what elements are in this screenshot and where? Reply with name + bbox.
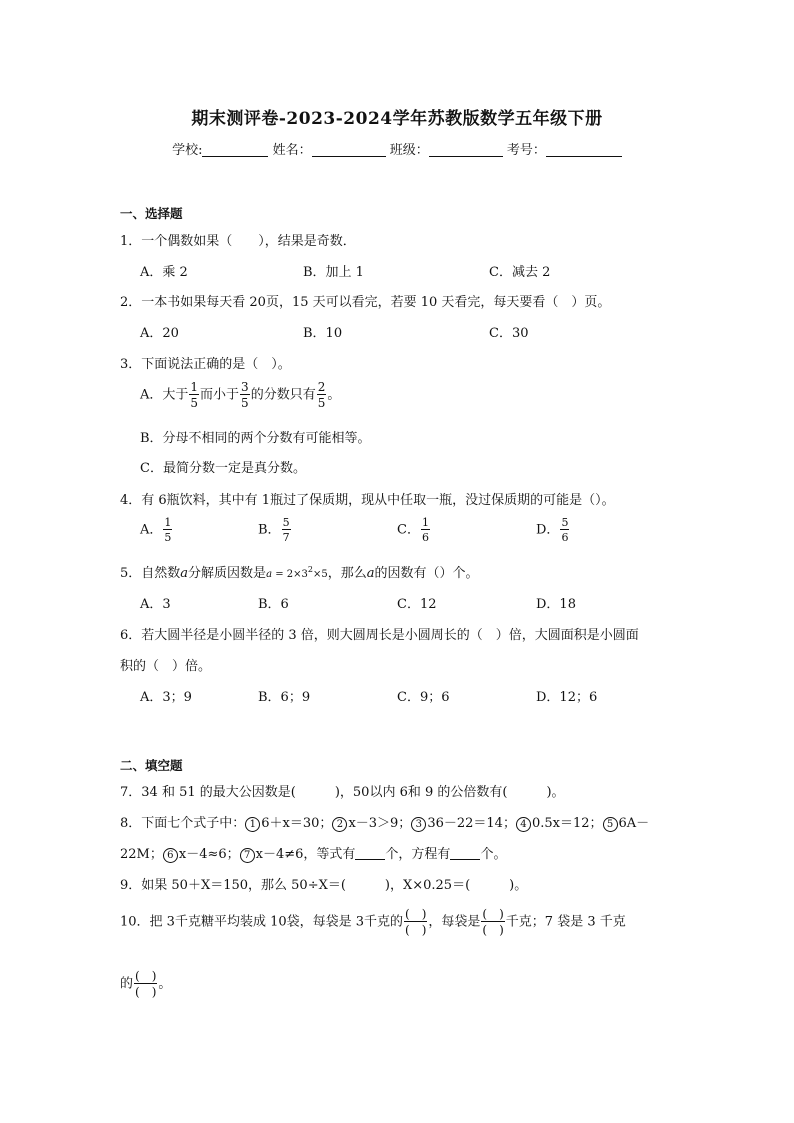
- question-7: 7．34 和 51 的最大公因数是( )，50以内 6和 9 的公倍数有( )。: [120, 785, 565, 800]
- option-label: B．: [258, 522, 281, 538]
- numerator-blank[interactable]: ( ): [405, 907, 427, 921]
- denominator-blank[interactable]: ( ): [405, 923, 427, 937]
- expression: 36－22＝14；: [427, 816, 516, 831]
- stem-part: 10．把 3千克糖平均装成 10袋，每袋是 3千克的: [120, 914, 404, 930]
- fraction: [560, 517, 569, 543]
- stem-part: 个。: [480, 847, 507, 862]
- stem-part: 的: [120, 976, 134, 992]
- numerator: 1: [421, 516, 429, 529]
- question-2-option-c[interactable]: C．30: [489, 326, 529, 341]
- circled-number-icon: 5: [603, 817, 618, 832]
- question-2-option-b[interactable]: B．10: [303, 326, 343, 341]
- variable-a: a: [366, 566, 375, 581]
- question-5-stem: [120, 562, 479, 581]
- numerator-blank[interactable]: ( ): [482, 907, 504, 921]
- fraction: [163, 517, 172, 543]
- question-2-stem: 2．一本书如果每天看 20页，15 天可以看完，若要 10 天看完，每天要看（ ）页。: [120, 295, 611, 310]
- expression: x－4≠6，等式有: [255, 847, 356, 862]
- question-3-option-a[interactable]: [140, 381, 340, 409]
- school-label: 学校:: [172, 143, 203, 158]
- stem-part: 千克；7 袋是 3 千克: [505, 914, 626, 930]
- expression: 22M；: [120, 847, 163, 862]
- denominator: 5: [241, 396, 249, 410]
- fraction: [421, 517, 430, 543]
- numerator: 2: [317, 380, 326, 394]
- circled-number-icon: 4: [516, 817, 531, 832]
- expression: x－4≈6；: [178, 847, 240, 862]
- section-heading-fill-in: 二、填空题: [120, 758, 183, 773]
- stem-part: 个，方程有: [385, 847, 451, 862]
- question-4-option-c[interactable]: [397, 517, 431, 543]
- answer-blank[interactable]: [450, 847, 480, 860]
- class-field[interactable]: [429, 142, 503, 157]
- denominator-blank[interactable]: ( ): [135, 985, 157, 999]
- numerator-blank[interactable]: ( ): [135, 969, 157, 983]
- denominator: 6: [421, 531, 429, 544]
- question-1-option-b[interactable]: B．加上 1: [303, 265, 364, 280]
- denominator: 5: [190, 396, 199, 410]
- option-a-end: 。: [327, 387, 341, 403]
- option-a-mid1: 而小于: [200, 387, 240, 403]
- question-3-stem: 3．下面说法正确的是（ ）。: [120, 357, 291, 372]
- name-field[interactable]: [312, 142, 386, 157]
- variable-a: a: [180, 566, 189, 581]
- question-6-option-b[interactable]: B．6；9: [258, 690, 311, 705]
- fraction: [282, 517, 291, 543]
- question-3-option-b[interactable]: B．分母不相同的两个分数有可能相等。: [140, 431, 371, 446]
- option-a-mid2: 的分数只有: [250, 387, 316, 403]
- fraction-two-fifths: [317, 381, 327, 409]
- circled-number-icon: 6: [163, 848, 178, 863]
- question-6-option-a[interactable]: A．3；9: [140, 690, 192, 705]
- fraction-three-fifths: [240, 381, 250, 409]
- stem-part: 5．自然数: [120, 566, 181, 581]
- question-6-stem-line-1: 6．若大圆半径是小圆半径的 3 倍，则大圆周长是小圆周长的（ ）倍，大圆面积是小圆面: [120, 628, 639, 643]
- expression: x－3＞9；: [348, 816, 412, 831]
- numerator: 3: [241, 380, 249, 394]
- option-label: A．: [140, 522, 163, 538]
- denominator-blank[interactable]: ( ): [482, 923, 504, 937]
- stem-part: 。: [158, 976, 172, 992]
- fraction-one-fifth: [189, 381, 199, 409]
- circled-number-icon: 2: [332, 817, 347, 832]
- option-a-prefix: A．大于: [140, 387, 189, 403]
- question-1-stem: 1．一个偶数如果（ ），结果是奇数．: [120, 234, 356, 249]
- formula-part: ×5: [312, 569, 328, 580]
- numerator: 1: [164, 516, 172, 529]
- answer-blank[interactable]: [355, 847, 385, 860]
- question-5-option-a[interactable]: A．3: [140, 597, 171, 612]
- page-title: 期末测评卷-2023-2024学年苏教版数学五年级下册: [191, 109, 603, 129]
- variable-a: a: [266, 569, 273, 580]
- numerator: 5: [561, 516, 569, 529]
- expression: 0.5x＝12；: [531, 816, 603, 831]
- question-1-option-a[interactable]: A．乘 2: [140, 265, 188, 280]
- question-6-stem-line-2: 积的（ ）倍。: [120, 659, 212, 674]
- option-label: D．: [536, 522, 560, 538]
- question-4-option-b[interactable]: [258, 517, 292, 543]
- stem-part: 的因数有（）个。: [374, 566, 479, 581]
- numerator: 1: [190, 380, 199, 394]
- expression: 6＋x＝30；: [261, 816, 333, 831]
- question-10-line-2: [120, 970, 171, 998]
- question-8-line-2: [120, 843, 506, 863]
- factorization-formula: [266, 565, 328, 580]
- expression: 6A－: [618, 816, 650, 831]
- question-10-line-1: [120, 908, 626, 936]
- exponent: 2: [307, 565, 313, 574]
- question-8-line-1: [120, 812, 649, 832]
- question-1-option-c[interactable]: C．减去 2: [489, 265, 551, 280]
- blank-fraction[interactable]: [134, 970, 157, 998]
- question-4-stem: 4．有 6瓶饮料，其中有 1瓶过了保质期，现从中任取一瓶，没过保质期的可能是（）。: [120, 493, 615, 508]
- stem-part: ，那么: [327, 566, 367, 581]
- blank-fraction[interactable]: [481, 908, 504, 936]
- question-2-option-a[interactable]: A．20: [140, 326, 179, 341]
- option-label: C．: [397, 522, 420, 538]
- question-3-option-c[interactable]: C．最简分数一定是真分数。: [140, 461, 306, 476]
- denominator: 5: [164, 531, 172, 544]
- school-field[interactable]: [202, 142, 268, 157]
- denominator: 5: [317, 396, 326, 410]
- question-5-option-d[interactable]: D．18: [536, 597, 576, 612]
- formula-part: = 2×3: [272, 569, 308, 580]
- question-4-option-d[interactable]: [536, 517, 570, 543]
- name-label: 姓名：: [272, 143, 312, 158]
- stem-part: ，每袋是: [428, 914, 481, 930]
- student-info-line: [0, 139, 794, 158]
- question-6-option-c[interactable]: C．9；6: [397, 690, 450, 705]
- circled-number-icon: 3: [411, 817, 426, 832]
- denominator: 6: [561, 531, 569, 544]
- circled-number-icon: 7: [240, 848, 255, 863]
- blank-fraction[interactable]: [404, 908, 427, 936]
- denominator: 7: [282, 531, 290, 544]
- section-heading-choice: 一、选择题: [120, 206, 183, 221]
- exam-number-label: 考号：: [506, 143, 546, 158]
- stem-part: 分解质因数是: [188, 566, 267, 581]
- stem-part: 8．下面七个式子中：: [120, 816, 246, 831]
- question-5-option-b[interactable]: B．6: [258, 597, 289, 612]
- exam-number-field[interactable]: [546, 142, 622, 157]
- circled-number-icon: 1: [245, 817, 260, 832]
- question-9: 9．如果 50＋X＝150，那么 50÷X＝( )，X×0.25＝( )。: [120, 878, 528, 893]
- class-label: 班级：: [389, 143, 429, 158]
- question-5-option-c[interactable]: C．12: [397, 597, 437, 612]
- question-4-option-a[interactable]: [140, 517, 173, 543]
- numerator: 5: [282, 516, 290, 529]
- question-6-option-d[interactable]: D．12；6: [536, 690, 598, 705]
